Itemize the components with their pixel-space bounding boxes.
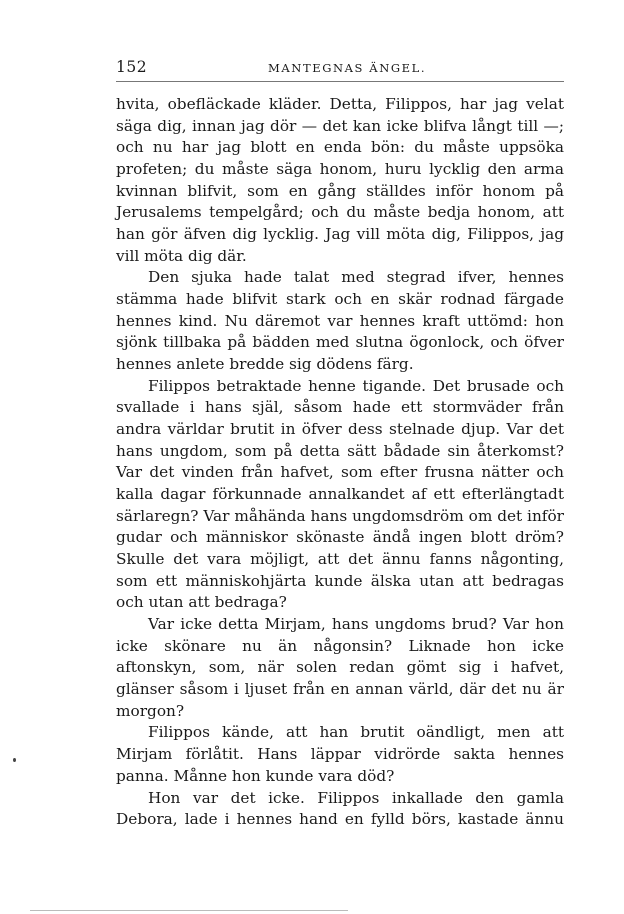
page-header (116, 58, 568, 78)
body-text (116, 94, 564, 831)
paragraph-6: Hon var det icke. Filippos inkallade den gamla Debora, lade i hennes hand en fylld börs, kastade ännu (116, 788, 564, 829)
running-title: MANTEGNAS ÄNGEL. (268, 61, 427, 75)
paragraph-4: Var icke detta Mirjam, hans ungdoms brud? Var hon icke skönare nu än någonsin? Liknade hon icke aftonskyn, som, när solen redan gömt sig i hafvet, glänser såsom i ljuset från en annan värld, där det nu är morgon? (116, 615, 564, 720)
page-number: 152 (116, 58, 148, 76)
margin-mark (13, 758, 16, 762)
header-rule (116, 81, 564, 82)
bottom-rule (30, 910, 348, 911)
paragraph-5: Filippos kände, att han brutit oändligt, men att Mirjam förlåtit. Hans läppar vidrörde sakta hennes panna. Månne hon kunde vara död? (116, 723, 564, 785)
paragraph-3: Filippos betraktade henne tigande. Det brusade och svallade i hans själ, såsom hade ett stormväder från andra världar brutit in öfver dess stelnade djup. Var det hans ungdom, som på detta sätt bådade sin återkomst? Var det vinden från hafvet, som efter frusna nätter och kalla dagar förkunnade annalkandet af ett efterlängtadt särlaregn? Var måhända hans ungdomsdröm om det inför gudar och människor skönaste ändå ingen blott dröm? Skulle det vara möjligt, att det ännu fanns någonting, som ett människohjärta kunde älska utan att bedragas och utan att bedraga? (116, 376, 564, 612)
paragraph-2: Den sjuka hade talat med stegrad ifver, hennes stämma hade blifvit stark och en skär rodnad färgade hennes kind. Nu däremot var hennes kraft uttömd: hon sjönk tillbaka på bädden med slutna ögonlock, och öfver hennes anlete bredde sig dödens färg. (116, 268, 564, 374)
paragraph-1: hvita, obefläckade kläder. Detta, Filippos, har jag velat säga dig, innan jag dör — det kan icke blifva långt till —; och nu har jag blott en enda bön: du måste uppsöka profeten; du måste säga honom, huru lycklig den arma kvinnan blifvit, som en gång ställdes inför honom på Jerusalems tempelgård; och du måste bedja honom, att han gör äfven dig lycklig. Jag vill möta dig, Filippos, jag vill möta dig där. (116, 95, 564, 265)
